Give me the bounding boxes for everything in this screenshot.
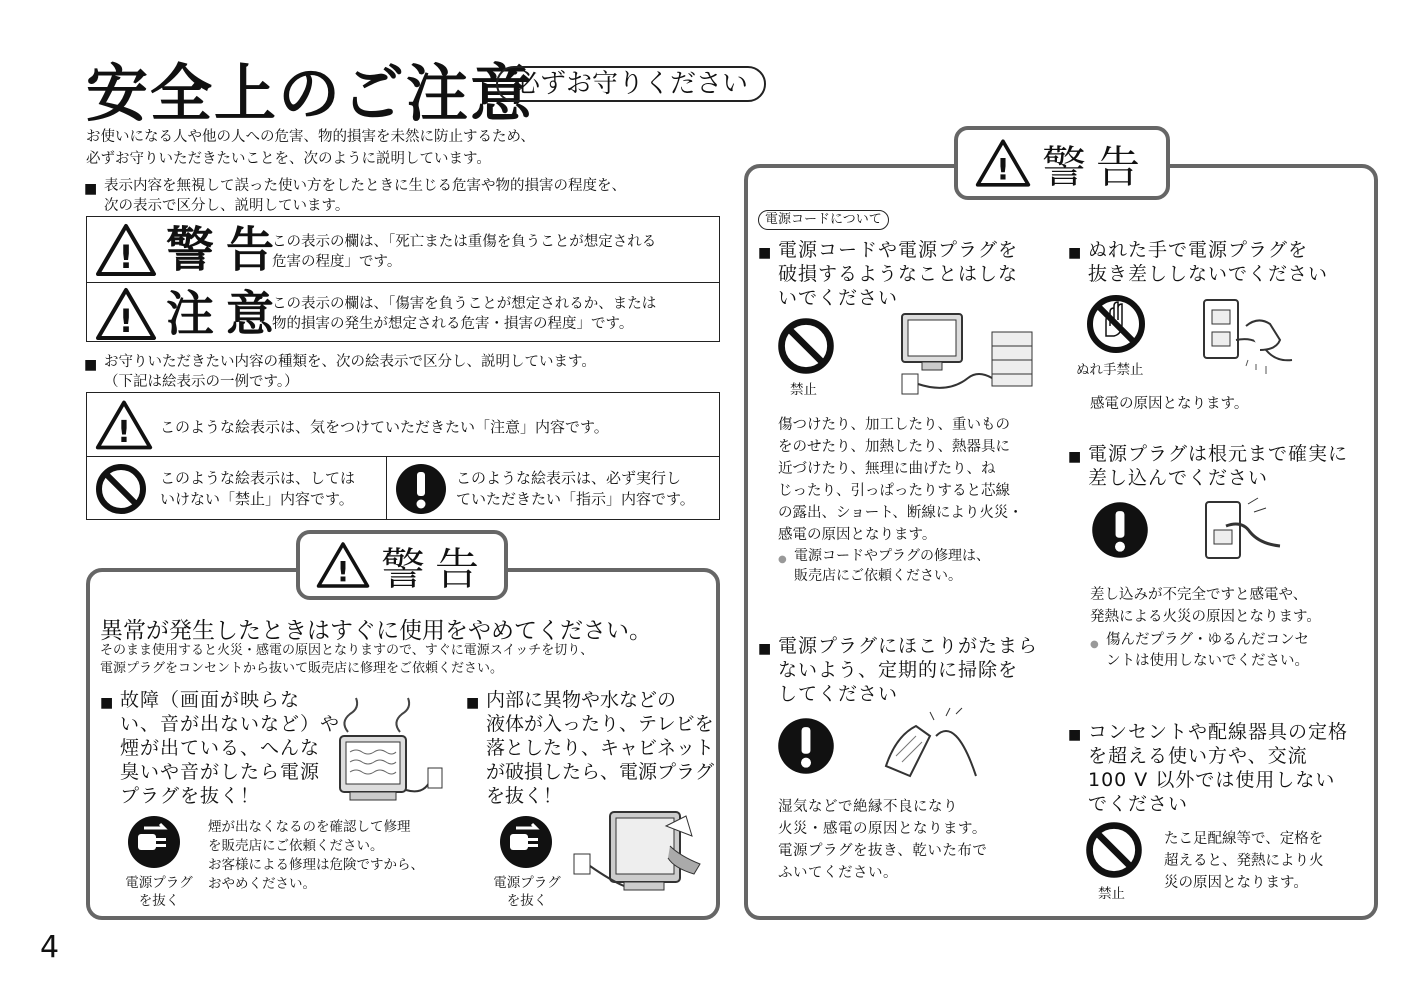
warning-triangle-icon [315, 540, 371, 590]
repair-note: 煙が出なくなるのを確認して修理 を販売店にご依頼ください。 お客様による修理は危険ですから、 おやめください。 [208, 819, 424, 892]
plug-dust-text: 湿気などで絶縁不良になり 火災・感電の原因となります。 電源プラグを抜き、乾いた布で ふいてください。 [778, 799, 988, 881]
damaged-plug-note: ● 傷んだプラグ・ゆるんだコンセ ントは使用しないでください。 [1106, 630, 1309, 672]
wet-hands-heading: ■ ぬれた手で電源プラグを 抜き差ししないでください [1088, 238, 1328, 286]
instruction-icon [394, 462, 448, 516]
prohibition-icon [1084, 820, 1144, 880]
tv-smoke-illustration [330, 692, 450, 812]
wet-hands-prohibition-icon [1086, 294, 1146, 354]
rating-text: たこ足配線等で、定格を 超えると、発熱により火 災の原因となります。 [1164, 831, 1324, 891]
prohibition-description: このような絵表示は、しては いけない「禁止」内容です。 [160, 469, 356, 508]
cord-repair-note: ● 電源コードやプラグの修理は、 販売店にご依頼ください。 [794, 546, 990, 586]
instruction-description: このような絵表示は、必ず実行し ていただきたい「指示」内容です。 [456, 469, 695, 508]
unplug-icon [124, 814, 184, 870]
instruction-icon [1090, 500, 1150, 560]
intro-text: お使いになる人や他の人への危害、物的損害を未然に防止するため、 必ずお守りいただきたいことを、次のように説明しています。 [86, 129, 535, 167]
prohibition-label: 禁止 [1098, 886, 1125, 902]
cord-damage-heading: ■ 電源コードや電源プラグを 破損するようなことはしな いでください [778, 238, 1018, 310]
unplug-label: 電源プラグ を抜く [125, 875, 193, 909]
svg-text:!: ! [117, 414, 131, 450]
rating-heading: ■ コンセントや配線器具の定格 を超える使い方や、交流 100 V 以外では使用しない でください [1088, 720, 1348, 816]
svg-text:!: ! [996, 152, 1010, 187]
plug-dust-heading: ■ 電源プラグにほこりがたまら ないよう、定期的に掃除を してください [778, 634, 1038, 706]
unplug-label: 電源プラグ を抜く [493, 875, 561, 909]
left-headline: 異常が発生したときはすぐに使用をやめてください。 [100, 618, 652, 644]
warning-triangle-icon [974, 137, 1032, 189]
left-subtext: そのまま使用すると火災・感電の原因となりますので、すぐに電源スイッチを切り、 電源プラグをコンセントから抜いて販売店に修理をご依頼ください。 [100, 643, 594, 676]
divider [386, 456, 387, 520]
legend-bullet-2: ■ お守りいただきたい内容の種類を、次の絵表示で区分し、説明しています。 （下記は絵表示の一例です。） [104, 352, 596, 392]
prohibition-label: 禁止 [790, 382, 817, 398]
legend-bullet-1: ■ 表示内容を無視して誤った使い方をしたときに生じる危害や物的損害の程度を、 次の表示で区分し、説明しています。 [104, 176, 626, 216]
plug-insert-heading: ■ 電源プラグは根元まで確実に 差し込んでください [1088, 442, 1348, 490]
divider [86, 282, 720, 283]
svg-text:!: ! [118, 238, 134, 276]
svg-text:!: ! [118, 302, 134, 340]
subtitle-pill: 必ずお守りください [496, 66, 766, 102]
divider [86, 456, 720, 457]
wet-hands-text: 感電の原因となります。 [1090, 396, 1249, 412]
left-item-2: ■ 内部に異物や水などの 液体が入ったり、テレビを 落としたり、キャビネット が破損したら、電源プラグ を抜く！ [486, 688, 714, 808]
plug-cleaning-illustration [876, 706, 986, 786]
instruction-icon [776, 716, 836, 776]
category-pill: 電源コードについて [758, 210, 889, 230]
prohibition-icon [94, 462, 148, 516]
attention-icon [94, 398, 154, 452]
caution-description: この表示の欄は、「傷害を負うことが想定されるか、または 物的損害の発生が想定される危害・損害の程度」です。 [272, 296, 657, 332]
prohibition-icon [776, 316, 836, 376]
badge-label: 警告 [381, 544, 489, 595]
svg-text:!: ! [336, 554, 350, 588]
plug-insert-text: 差し込みが不完全ですと感電や、 発熱による火災の原因となります。 [1090, 587, 1321, 625]
right-panel-badge [954, 126, 1170, 200]
warning-triangle-icon [94, 222, 158, 278]
attention-description: このような絵表示は、気をつけていただきたい「注意」内容です。 [160, 418, 609, 436]
wet-hands-label: ぬれ手禁止 [1076, 362, 1144, 378]
badge-label: 警告 [1042, 142, 1150, 193]
cord-damage-illustration [896, 310, 1036, 400]
unplug-icon [496, 814, 556, 870]
caution-triangle-icon [94, 286, 158, 342]
warning-description: この表示の欄は、「死亡または重傷を負うことが想定される 危害の程度」です。 [272, 234, 657, 270]
page-number: 4 [40, 930, 60, 965]
left-panel-badge [296, 530, 508, 600]
left-item-1: ■ 故障（画面が映らな い、音が出ないなど）や 煙が出ている、へんな 臭いや音がしたら電源 プラグを抜く！ [120, 688, 340, 808]
plug-socket-illustration [1196, 494, 1286, 568]
tv-liquid-illustration [570, 806, 706, 906]
caution-label: 注意 [166, 286, 287, 342]
wet-hand-plug-illustration [1196, 290, 1296, 382]
page-title: 安全上のご注意 [86, 57, 535, 130]
cord-damage-text: 傷つけたり、加工したり、重いもの をのせたり、加熱したり、熱器具に 近づけたり、無理に曲げたり、ね じったり、引っぱったりすると芯線 の露出、ショート、断線により火災・ 感電の原因となります。 [778, 417, 1023, 543]
warning-label: 警告 [166, 222, 287, 278]
